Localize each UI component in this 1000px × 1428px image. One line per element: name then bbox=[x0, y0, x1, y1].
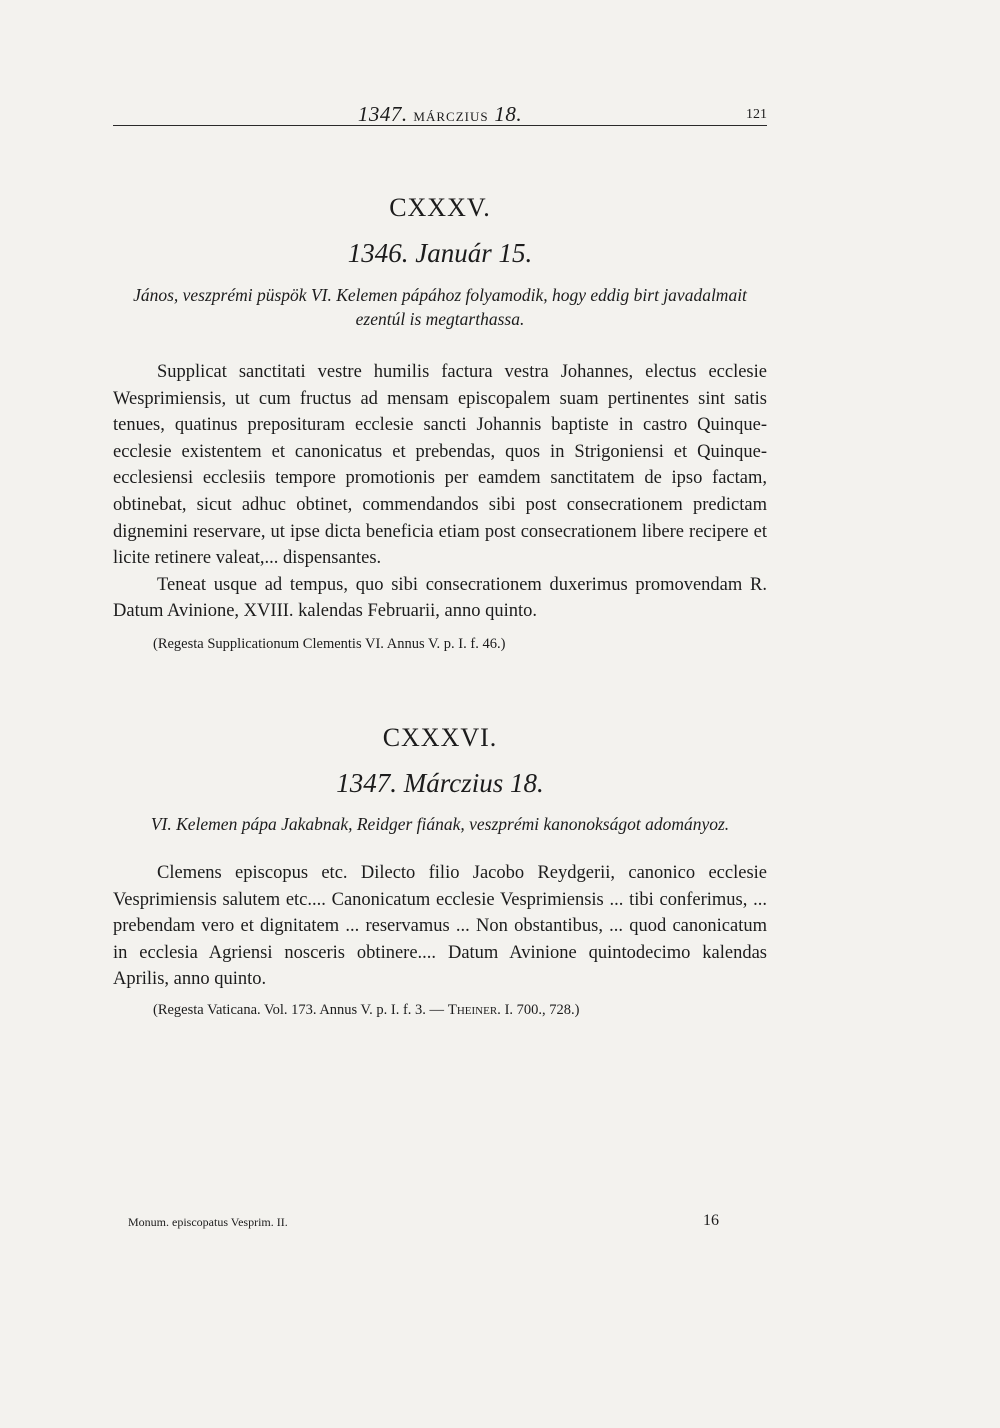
citation-author: Theiner. bbox=[447, 1002, 501, 1018]
page-number: 121 bbox=[746, 107, 767, 122]
header-month: MÁRCZIUS bbox=[413, 109, 489, 124]
citation-main: (Regesta Vaticana. Vol. 173. Annus V. p. I. f. 3. — bbox=[153, 1002, 445, 1018]
header-rule bbox=[113, 125, 767, 126]
footer-series-title: Monum. episcopatus Vesprim. II. bbox=[128, 1215, 288, 1229]
body-paragraph: Supplicat sanctitati vestre humilis factura vestra Johannes, electus ecclesie Wesprimiensis, ut cum fructus ad mensam episcopalem suam pertinentes sint satis tenues, quatinus preposituram ecclesie sancti Johannis baptiste in castro Quinque-ecclesie existentem et canonicatus et prebendas, quos in Strigoniensi et Quinque-ecclesiensi ecclesiis tempore promotionis per eamdem sanctitatem de ipso factam, obtinebat, sicut adhuc obtinet, commendandos sibi post consecrationem predictam dignemini reservare, ut ipse dicta beneficia etiam post consecrationem libere recipere et licite retinere valeat,... dispensantes. bbox=[113, 362, 767, 569]
document-date: 1346. Január 15. bbox=[347, 238, 533, 268]
header-day: 18. bbox=[494, 102, 523, 126]
footer-signature-mark: 16 bbox=[703, 1212, 719, 1229]
document-date: 1347. Márczius 18. bbox=[336, 768, 544, 798]
citation-tail: I. 700., 728.) bbox=[504, 1002, 580, 1018]
source-citation bbox=[153, 1002, 579, 1019]
document-summary: János, veszprémi püspök VI. Kelemen pápához folyamodik, hogy eddig birt javadalmait ezentúl is megtarthassa. bbox=[133, 285, 747, 329]
document-number: CXXXV. bbox=[389, 193, 491, 222]
document-number: CXXXVI. bbox=[382, 723, 498, 752]
header-year: 1347. bbox=[357, 102, 408, 126]
document-summary: VI. Kelemen pápa Jakabnak, Reidger fiának, veszprémi kanonokságot adományoz. bbox=[150, 814, 730, 834]
body-paragraph: Clemens episcopus etc. Dilecto filio Jacobo Reydgerii, canonico ecclesie Vesprimiensis salutem etc.... Canonicatum ecclesie Vesprimiensis ... tibi conferimus, ... prebendam vero et dignitatem ... reservamus ... Non obstantibus, ... quod canonicatum in ecclesia Agriensi nosceris obtinere.... Datum Avinione quintodecimo kalendas Aprilis, anno quinto. bbox=[113, 863, 767, 990]
document-body bbox=[113, 359, 767, 625]
source-citation: (Regesta Supplicationum Clementis VI. Annus V. p. I. f. 46.) bbox=[153, 636, 506, 652]
running-header bbox=[113, 102, 767, 132]
document-body bbox=[113, 860, 767, 993]
body-paragraph: Teneat usque ad tempus, quo sibi consecrationem duxerimus promovendam R. Datum Avinione, XVIII. kalendas Februarii, anno quinto. bbox=[113, 574, 767, 622]
running-header-date bbox=[113, 102, 767, 127]
